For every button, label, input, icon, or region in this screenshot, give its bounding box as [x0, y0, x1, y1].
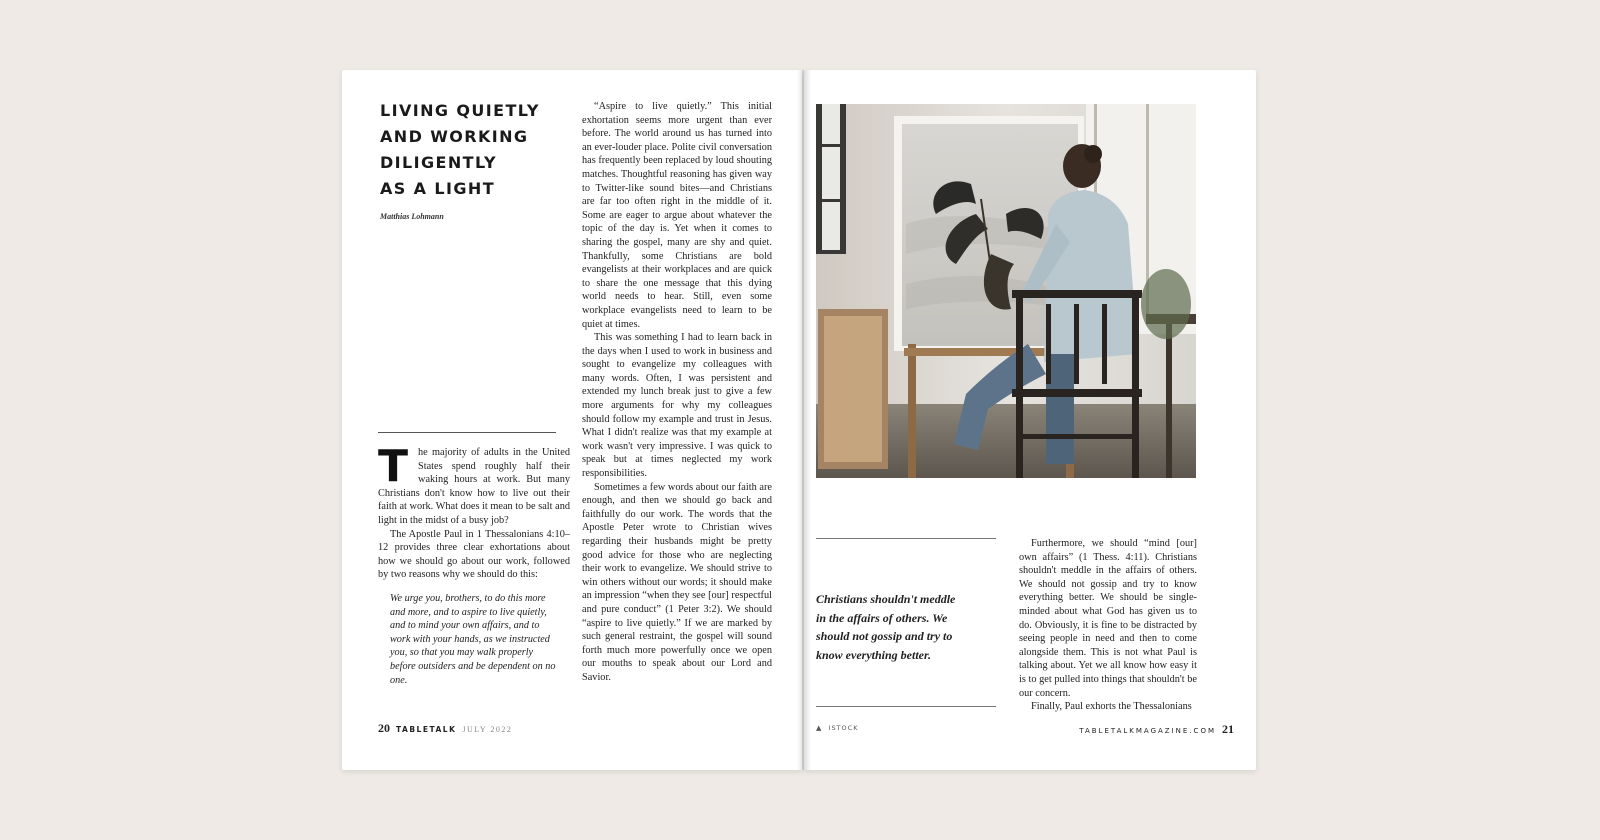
article-title [380, 98, 580, 202]
body-paragraph: Finally, Paul exhorts the Thessalonians [1031, 701, 1192, 713]
folio-right [1079, 720, 1234, 738]
pull-quote: Christians shouldn't meddle in the affairs of others. We should not gossip and try to know everything better. [816, 592, 956, 662]
photo-credit [816, 724, 858, 732]
page-number: 20 [378, 721, 390, 735]
section-rule [378, 432, 556, 433]
title-line: AND WORKING [380, 127, 529, 146]
body-paragraph: “Aspire to live quietly.” This initial exhortation seems more urgent than ever before. The world around us has turned into an ever-louder place. Polite civil conversation has frequently been replaced by loud shouting matches. Thoughtful reasoning has given way to Twitter-like sound bites—and Christians are far too often right in the middle of it. Some are eager to argue about whatever the topic of the day is. Yet when it comes to sharing the gospel, many are shy and quiet. Thankfully, some Christians are bold evangelists at their workplaces and are quick to share the one message that this dying world needs to hear. Still, even some workplace evangelists need to learn to be quiet at times. [582, 101, 772, 330]
intro-text: he majority of adults in the United States spend roughly half their waking hours at work. But many Christians don't know how to live out their faith at work. What does it mean to be salt and light in the midst of a busy job? [378, 447, 570, 526]
author-byline: Matthias Lohmann [380, 212, 444, 221]
pull-quote-rule-bottom [816, 706, 996, 707]
article-column-1 [378, 441, 570, 687]
body-paragraph: Furthermore, we should “mind [our] own affairs” (1 Thess. 4:11). Christians shouldn't meddle in the affairs of others. We should not gossip and try to know everything better. We should be single-minded about what God has given us to do. Obviously, it is fine to be distracted by seeing people in need and then to come alongside them. This is not what Paul is talking about. Yet we all know how easy it is to get pulled into things that shouldn't be our concern. [1019, 538, 1197, 699]
folio-left [378, 721, 512, 736]
body-paragraph: Sometimes a few words about our faith are enough, and then we should go back and faithfully do our work. The words that the Apostle Peter wrote to Christian wives regarding their husbands might be pretty good advice for those who are neglecting their work to evangelize. We should strive to win others without our words; it should make an impression “when they see [our] respectful and pure conduct” (1 Peter 3:2). We should “aspire to live quietly.” If we are marked by such general restraint, the gospel will sound forth much more powerfully once we open our mouths to speak about our Lord and Savior. [582, 481, 772, 683]
caret-up-icon: ▲ [816, 724, 823, 732]
article-column-2 [582, 100, 772, 685]
article-column-3 [1019, 537, 1197, 714]
title-line: DILIGENTLY [380, 153, 498, 172]
pull-quote-rule-top [816, 538, 996, 539]
issue-date: JULY 2022 [462, 725, 513, 734]
body-paragraph: The Apostle Paul in 1 Thessalonians 4:10–12 provides three clear exhortations about how we should go about our work, followed by two reasons why we should do this: [378, 528, 570, 581]
left-page [342, 70, 802, 770]
title-line: LIVING QUIETLY [380, 101, 540, 120]
magazine-name: TABLETALK [396, 725, 457, 734]
drop-cap: T [378, 441, 409, 492]
body-paragraph: This was something I had to learn back in the days when I used to work in business and sought to evangelize my colleagues with many words. Often, I was persistent and extended my lunch break just to give a few more arguments for why my colleagues should follow my example and trust in Jesus. What I didn't realize was that my example at work wasn't very impressive. I was quick to speak but at times neglected my work responsibilities. [582, 332, 772, 480]
title-line: AS A LIGHT [380, 179, 496, 198]
article-photo [816, 104, 1196, 478]
page-number: 21 [1222, 722, 1234, 736]
magazine-url: TABLETALKMAGAZINE.COM [1079, 727, 1216, 735]
page-gutter [797, 70, 811, 770]
magazine-spread [342, 70, 1256, 770]
intro-paragraph [378, 441, 570, 528]
photo-credit-text: ISTOCK [828, 724, 859, 732]
painter-at-easel-image [816, 104, 1196, 478]
scripture-quote: We urge you, brothers, to do this more and more, and to aspire to live quietly, and to mind your own affairs, and to work with your hands, as we instructed you, so that you may walk properly before outsiders and be dependent on no one. [390, 592, 556, 686]
right-page [804, 70, 1256, 770]
